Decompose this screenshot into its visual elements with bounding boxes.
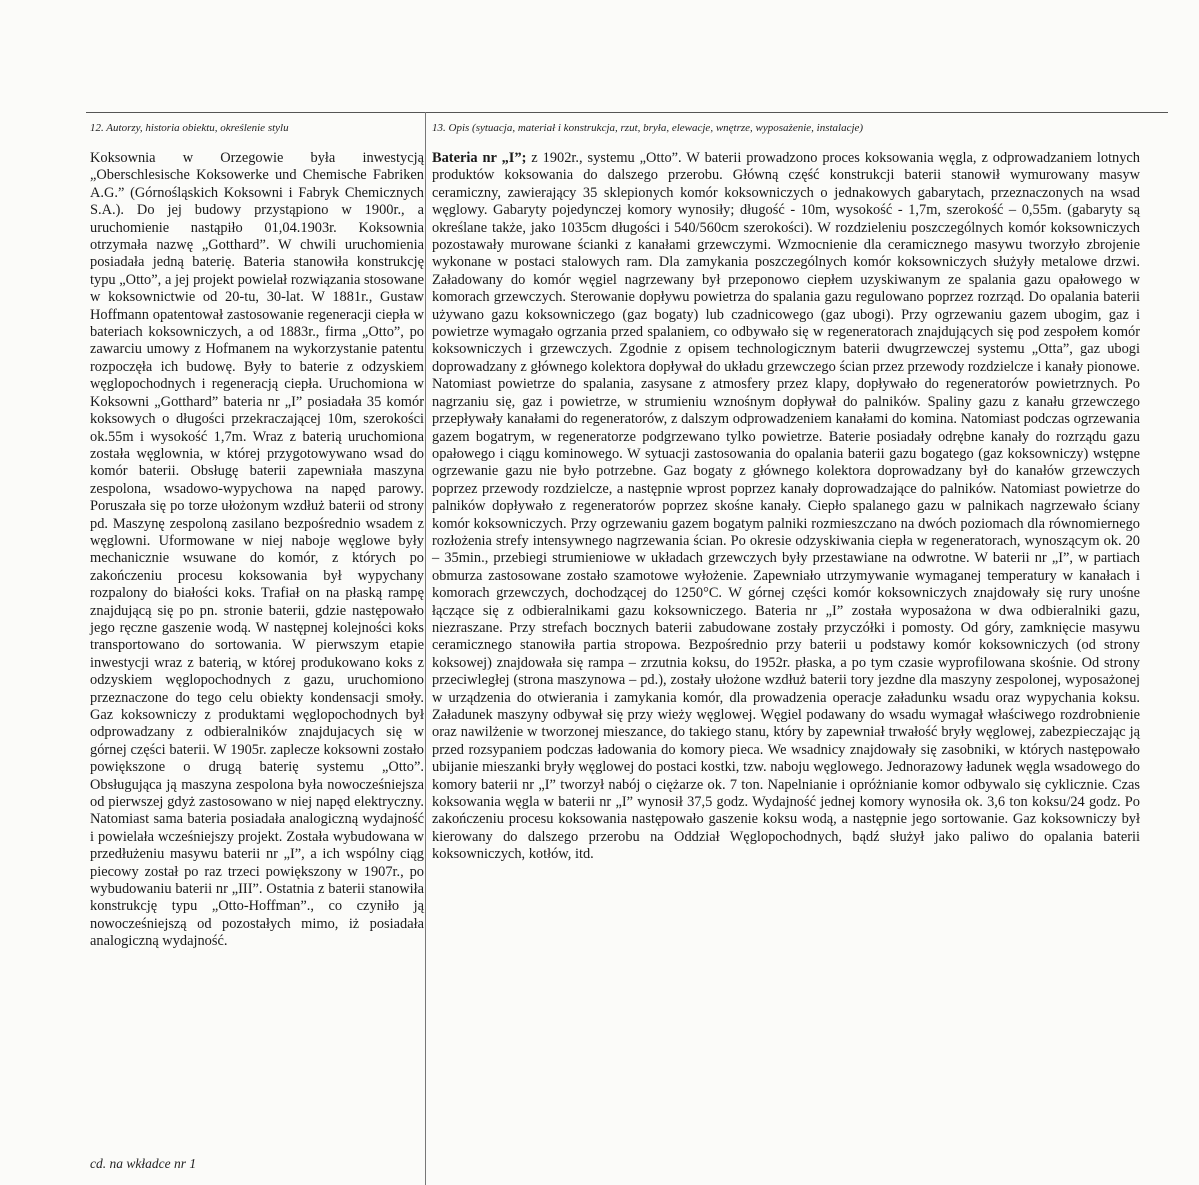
description-paragraph [432, 150, 1140, 864]
continuation-note: cd. na wkładce nr 1 [90, 1156, 197, 1171]
description-text: z 1902r., systemu „Otto”. W baterii prowadzono proces koksowania węgla, z odprowadzaniem lotnych produktów koksowania do dalszego przerobu. Główną część konstrukcji baterii stanowił wymurowany masyw ceramiczny, zawierający 35 sklepionych komór koksowniczych o jednakowych gabarytach, przeznaczonych na wsad węglowy. Gabaryty pojedynczej komory wynosiły; długość - 10m, wysokość - 1,7m, szerokość – 0,55m. (gabaryty są określane także, jako 1035cm długości i 540/560cm szerokości). W rozdzieleniu poszczególnych komór koksowniczych pozostawały murowane ścianki z kanałami grzewczymi. Wzmocnienie dla ceramicznego masywu tworzyło zbrojenie wykonane w postaci stalowych ram. Dla zamykania poszczególnych komór koksowniczych służyły metalowe drzwi. Załadowany do komór węgiel nagrzewany był przeponowo ciepłem uzyskiwanym ze spalania gazu opałowego w komorach grzewczych. Sterowanie dopływu powietrza do spalania gazu regulowano poprzez rozrząd. Do opalania baterii używano gazu koksowniczego (gaz bogaty) lub czadnicowego (gaz ubogi). Przy ogrzewaniu gazem ubogim, gaz i powietrze wymagało ogrzania przed spalaniem, co odbywało się w regeneratorach znajdujących się pod zespołem komór koksowniczych i grzewczych. Zgodnie z opisem technologicznym baterii dwugrzewczej systemu „Otta”, gaz ubogi doprowadzany z głównego kolektora dopływał do układu grzewczego ścian przez przewody rozdzielcze i kanały pionowe. Natomiast powietrze do spalania, zasysane z atmosfery przez klapy, dopływało do regeneratorów powietrznych. Po nagrzaniu się, gaz i powietrze, w strumieniu wznośnym dopływał do palników. Spaliny gazu z kanału grzewczego przepływały kanałami do regeneratorów, z dalszym odprowadzeniem kanałami do komina. Natomiast podczas ogrzewania gazem bogatrym, w regeneratorze podgrzewano tylko powietrze. Baterie posiadały odrębne kanały do rozrządu gazu opałowego i ciągu kominowego. W sytuacji zastosowania do opalania baterii gazu bogatego (gaz koksowniczy) wstępne ogrzewanie gazu nie było potrzebne. Gaz bogaty z głównego kolektora doprowadzany był do kanałów grzewczych poprzez przewody rozdzielcze, a następnie wprost poprzez kanały doprowadzające do palników. Natomiast powietrze do palników dopływało z regeneratorów poprzez skośne kanały. Ciepło spalanego gazu w palnikach nagrzewało ściany komór koksowniczych. Przy ogrzewaniu gazem bogatym palniki rozmieszczano na dwóch poziomach dla równomiernego rozłożenia strefy intensywnego nagrzewania ścian. Po okresie odzyskiwania ciepła w regeneratorach, wynoszącym ok. 20 – 35min., przebiegi strumieniowe w układach grzewczych były przestawiane na odwrotne. W baterii nr „I”, w partiach obmurza zastosowane zostało szamotowe wyłożenie. Zapewniało utrzymywanie wymaganej temperatury w kanałach i komorach grzewczych, dochodzącej do 1250°C. W górnej części komór koksowniczych znajdowały się rury unośne łączące się z odbieralnikami gazu koksowniczego. Bateria nr „I” została wyposażona w dwa odbieralniki gazu, niezraszane. Przy strefach bocznych baterii zabudowane zostały przyczółki i pomosty. Od góry, zamknięcie masywu ceramicznego stanowiła partia stropowa. Bezpośrednio przy baterii u podstawy komór koksowniczych (od strony koksowej) znajdowała się rampa – zrzutnia koksu, do 1952r. płaska, a po tym czasie wyprofilowana skośnie. Od strony przeciwległej (strona maszynowa – pd.), zostały ułożone wzdłuż baterii tory jezdne dla maszyny zespolonej, wyposażonej w urządzenia do otwierania i zamykania komór, dla prowadzenia operacje załadunku wsadu oraz wypychania koksu. Załadunek maszyny odbywał się przy wieży węglowej. Węgiel podawany do wsadu wymagał właściwego rozdrobnienie oraz nawilżenie w tworzonej mieszance, do takiego stanu, który by zapewniał trwałość bryły węglowej, zabezpieczając ją przed rozsypaniem podczas ładowania do komory pieca. We wsadnicy znajdowały się zasobniki, w których następowało ubijanie mieszanki bryły węglowej do postaci kostki, tzw. naboju węglowego. Jednorazowy ładunek węgla wsadowego do komory baterii nr „I” tworzył nabój o ciężarze ok. 7 ton. Napelnianie i opróżnianie komor odbywalo się cyklicznie. Czas koksowania węgla w baterii nr „I” wynosił 37,5 godz. Wydajność jednej komory wynosiła ok. 3,6 ton koksu/24 godz. Po zakończeniu procesu koksowania następowało gaszenie koksu wodą, a następnie jego sortowanie. Gaz koksowniczy był kierowany do dalszego przerobu na Oddział Węglopochodnych, bądź służył jako paliwo do opalania baterii koksowniczych, kotłów, itd. [432, 150, 1140, 863]
history-paragraph: Koksownia w Orzegowie była inwestycją „Oberschlesische Koksowerke und Chemische Fabriken A.G.” (Górnośląskich Koksowni i Fabryk Chemicznych S.A.). Do jej budowy przystąpiono w 1900r., a uruchomienie nastąpiło 01,04.1903r. Koksownia otrzymała nazwę „Gotthard”. W chwili uruchomienia posiadała jedną baterię. Bateria stanowiła konstrukcję typu „Otto”, a jej projekt powielał rozwiązania stosowane w koksownictwie od 20-tu, 30-lat. W 1881r., Gustaw Hoffmann opatentował zastosowanie regeneracji ciepła w bateriach koksowniczych, a od 1883r., firma „Otto”, po zawarciu umowy z Hofmanem na wykorzystanie patentu rozpoczęła ich budowę. Były to baterie z odzyskiem węglopochodnych i regeneracją ciepła. Uruchomiona w Koksowni „Gotthard” bateria nr „I” posiadała 35 komór koksowych o długości przekraczającej 10m, szerokości ok.55m i wysokość 1,7m. Wraz z baterią uruchomiona została węglownia, w której przygotowywano wsad do komór baterii. Obsługę baterii zapewniała maszyna zespolona, wsadowo-wypychowa na napęd parowy. Poruszała się po torze ułożonym wzdłuż baterii od strony pd. Maszynę zespoloną zasilano bezpośrednio wsadem z węglowni. Uformowane w niej naboje węglowe były mechanicznie wsuwane do komór, z których po zakończeniu procesu koksowania był wypychany rozpalony do białości koks. Trafiał on na płaską rampę znajdującą się po pn. stronie baterii, gdzie następowało jego ręczne gaszenie wodą. W następnej kolejności koks transportowano do sortowania. W pierwszym etapie inwestycji wraz z baterią, w której produkowano koks z odzyskiem węglopochodnych z gazu, uruchomiono przeznaczone do tego celu obiekty kondensacji smoły. Gaz koksowniczy z produktami węglopochodnych był odprowadzany z odbieralników znajdujacych się w górnej części baterii. W 1905r. zaplecze koksowni zostało powiększone o drugą baterię systemu „Otto”. Obsługująca ją maszyna zespolona była nowocześniejsza od pierwszej gdyż zastosowano w niej napęd elektryczny. Natomiast sama bateria posiadała analogiczną wydajność i powielała wcześniejszy projekt. Została wybudowana w przedłużeniu masywu baterii nr „I”, a ich wspólny ciąg piecowy został po raz trzeci powiększony w 1907r., po wybudowaniu baterii nr „III”. Ostatnia z baterii stanowiła konstrukcję typu „Otto-Hoffman”., co czyniło ją nowocześniejszą od pozostałych mimo, iż posiadała analogiczną wydajność. [90, 150, 424, 950]
column-divider [425, 112, 426, 1185]
section-13-heading: 13. Opis (sytuacja, materiał i konstrukcja, rzut, bryła, elewacje, wnętrze, wyposażenie, instalacje) [432, 122, 864, 134]
history-column [90, 150, 424, 951]
battery-title: Bateria nr „I”; [432, 150, 527, 166]
table-top-rule [86, 112, 1168, 113]
section-12-heading: 12. Autorzy, historia obiektu, określenie stylu [90, 122, 289, 134]
description-column [432, 150, 1140, 864]
